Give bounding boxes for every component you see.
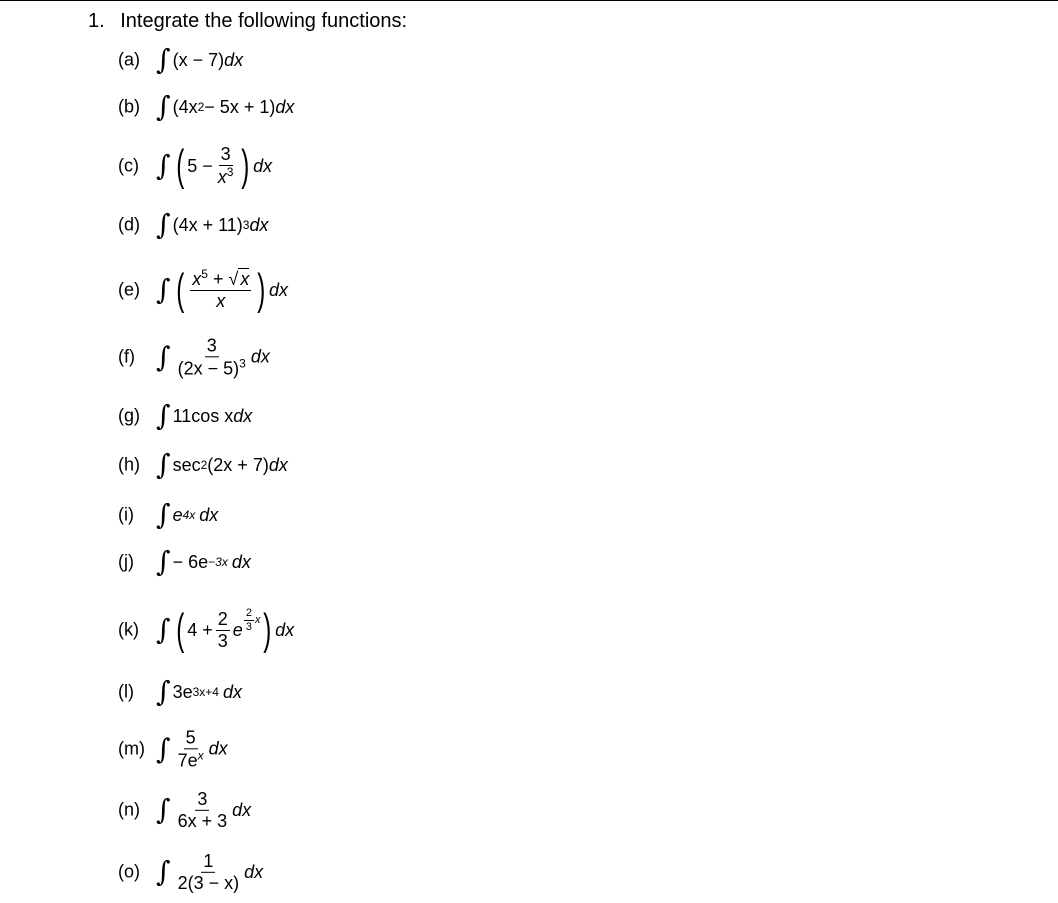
numerator: 3 bbox=[220, 144, 231, 165]
top-rule bbox=[0, 0, 1058, 1]
problem-d bbox=[118, 205, 518, 245]
integrand: 11cos x bbox=[172, 405, 234, 426]
problem-h bbox=[118, 445, 518, 485]
integral-sign: ∫ bbox=[156, 498, 171, 531]
problem-expression bbox=[156, 545, 251, 578]
problem-label: (e) bbox=[118, 279, 140, 300]
problem-expression bbox=[156, 399, 253, 432]
problem-expression bbox=[156, 208, 269, 241]
integral-sign: ∫ bbox=[156, 273, 171, 306]
integrand-base: 3e bbox=[172, 681, 193, 702]
fraction bbox=[176, 727, 206, 770]
denominator: $(2x - 5)^3$ bbox=[177, 356, 246, 378]
right-paren: ) bbox=[263, 605, 272, 654]
constant-term: 4 + bbox=[187, 619, 213, 640]
differential: dx bbox=[275, 96, 295, 117]
problem-expression bbox=[156, 605, 295, 654]
differential: dx bbox=[222, 681, 242, 702]
differential: dx bbox=[244, 861, 264, 882]
denominator: 3 bbox=[217, 630, 228, 651]
integral-sign: ∫ bbox=[156, 208, 171, 241]
problem-expression bbox=[156, 448, 288, 481]
integrand-base: − 6e bbox=[172, 551, 209, 572]
integral-sign: ∫ bbox=[156, 732, 171, 765]
integral-sign: ∫ bbox=[156, 399, 171, 432]
problem-j bbox=[118, 542, 518, 582]
problem-expression bbox=[156, 265, 289, 314]
problem-expression bbox=[156, 675, 242, 708]
numerator: 2 bbox=[217, 608, 228, 629]
integral-sign: ∫ bbox=[156, 448, 171, 481]
problem-label: (h) bbox=[118, 454, 140, 475]
right-paren: ) bbox=[241, 141, 250, 190]
fraction bbox=[176, 789, 230, 831]
problem-l bbox=[118, 672, 518, 712]
problem-a bbox=[118, 40, 518, 80]
problem-o bbox=[118, 852, 518, 892]
problem-k bbox=[118, 605, 518, 654]
differential: dx bbox=[268, 454, 288, 475]
problem-expression bbox=[156, 789, 251, 831]
denominator: $x^3$ bbox=[217, 165, 234, 187]
numerator: 3 bbox=[197, 788, 208, 809]
integrand: (x − 7) bbox=[172, 49, 225, 70]
exponent: 3x+4 bbox=[192, 685, 219, 699]
exponent: 3 bbox=[242, 218, 250, 232]
fraction bbox=[176, 851, 242, 893]
problem-label: (n) bbox=[118, 799, 140, 820]
problem-expression bbox=[156, 141, 273, 190]
numerator: $x^5$ + √ x bbox=[192, 267, 250, 290]
denominator: 2(3 − x) bbox=[177, 872, 240, 893]
differential: dx bbox=[269, 279, 289, 300]
problem-label: (a) bbox=[118, 49, 140, 70]
problem-c bbox=[118, 141, 518, 190]
question-title: Integrate the following functions: bbox=[120, 10, 408, 32]
integrand-base: e bbox=[172, 504, 183, 525]
problem-g bbox=[118, 396, 518, 436]
differential: dx bbox=[233, 405, 253, 426]
exponent: −3x bbox=[208, 555, 228, 569]
denominator: x bbox=[216, 291, 226, 311]
problem-e bbox=[118, 265, 518, 314]
problem-label: (j) bbox=[118, 551, 134, 572]
fraction bbox=[176, 335, 248, 378]
integrand-open: (4x bbox=[172, 96, 198, 117]
left-paren: ( bbox=[175, 141, 184, 190]
integrand-sec: sec bbox=[172, 454, 201, 475]
right-paren: ) bbox=[257, 265, 266, 314]
problem-label: (c) bbox=[118, 155, 139, 176]
fraction bbox=[216, 609, 230, 651]
problem-m bbox=[118, 729, 518, 769]
differential: dx bbox=[231, 551, 251, 572]
integral-sign: ∫ bbox=[156, 793, 171, 826]
problem-i bbox=[118, 495, 518, 535]
fraction bbox=[190, 268, 251, 311]
problem-label: (d) bbox=[118, 214, 140, 235]
integral-sign: ∫ bbox=[156, 675, 171, 708]
question-heading bbox=[88, 10, 407, 33]
differential: dx bbox=[232, 799, 252, 820]
integral-sign: ∫ bbox=[156, 149, 171, 182]
integrand-rest: (2x + 7) bbox=[207, 454, 269, 475]
problem-expression bbox=[156, 498, 219, 531]
integral-sign: ∫ bbox=[156, 90, 171, 123]
question-number: 1. bbox=[88, 10, 105, 32]
exponent: 4x bbox=[182, 508, 196, 522]
denominator: $7e^x$ bbox=[177, 748, 204, 770]
integral-sign: ∫ bbox=[156, 340, 171, 373]
left-paren: ( bbox=[175, 605, 184, 654]
denominator: 6x + 3 bbox=[177, 810, 228, 831]
differential: dx bbox=[224, 49, 244, 70]
problem-label: (i) bbox=[118, 504, 134, 525]
numerator: 1 bbox=[203, 850, 214, 871]
differential: dx bbox=[208, 738, 228, 759]
problem-b bbox=[118, 87, 518, 127]
differential: dx bbox=[249, 214, 269, 235]
differential: dx bbox=[250, 346, 270, 367]
problem-expression bbox=[156, 335, 270, 378]
integral-sign: ∫ bbox=[156, 855, 171, 888]
problem-label: (l) bbox=[118, 681, 134, 702]
fraction bbox=[216, 144, 236, 187]
exponent: 2 bbox=[200, 458, 208, 472]
problem-expression bbox=[156, 727, 228, 770]
integral-sign: ∫ bbox=[156, 43, 171, 76]
differential: dx bbox=[253, 155, 273, 176]
problem-label: (b) bbox=[118, 96, 140, 117]
integrand: (4x + 11) bbox=[172, 214, 243, 235]
problem-label: (f) bbox=[118, 346, 135, 367]
integral-sign: ∫ bbox=[156, 613, 171, 646]
problem-label: (g) bbox=[118, 405, 140, 426]
problem-expression bbox=[156, 851, 263, 893]
problem-label: (o) bbox=[118, 861, 140, 882]
problem-expression bbox=[156, 43, 244, 76]
left-paren: ( bbox=[175, 265, 184, 314]
problem-f bbox=[118, 337, 518, 377]
exp-base: e bbox=[232, 619, 243, 640]
exponent: $\frac{2}{3}$ x bbox=[245, 606, 261, 633]
exponent: 2 bbox=[197, 100, 205, 114]
problem-label: (k) bbox=[118, 619, 139, 640]
integral-sign: ∫ bbox=[156, 545, 171, 578]
differential: dx bbox=[199, 504, 219, 525]
problem-expression bbox=[156, 90, 295, 123]
integrand-rest: − 5x + 1) bbox=[204, 96, 276, 117]
numerator: 3 bbox=[206, 335, 217, 356]
numerator: 5 bbox=[185, 727, 196, 748]
constant-term: 5 − bbox=[187, 155, 213, 176]
problem-label: (m) bbox=[118, 738, 145, 759]
differential: dx bbox=[275, 619, 295, 640]
problem-n bbox=[118, 790, 518, 830]
